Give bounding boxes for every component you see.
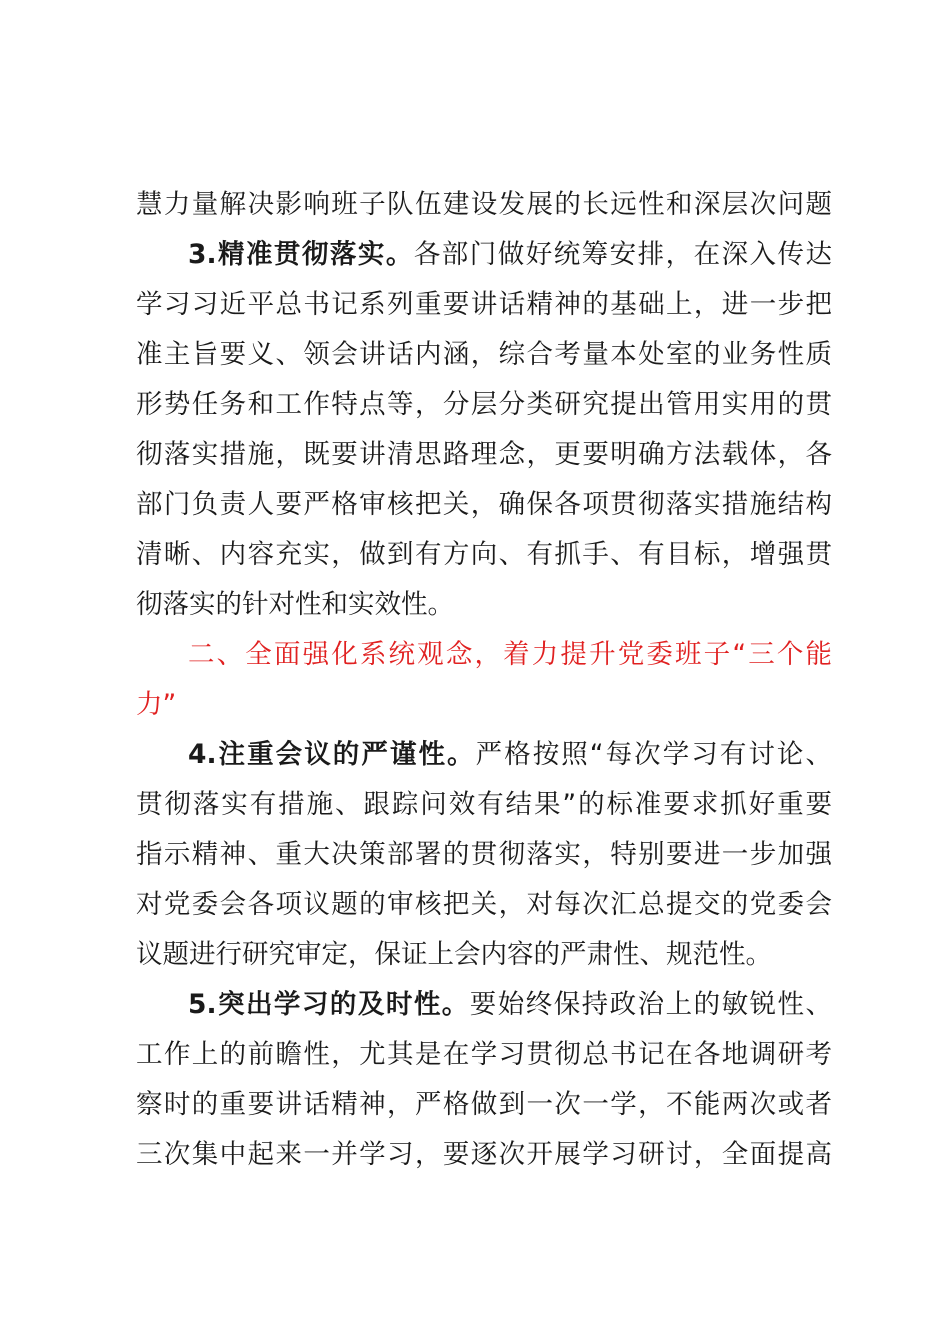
section-heading: 二、全面强化系统观念，着力提升党委班子“三个能: [188, 639, 832, 670]
paragraph-line: 形势任务和工作特点等，分层分类研究提出管用实用的贯: [136, 389, 832, 420]
item-heading: 4.注重会议的严谨性。: [188, 739, 476, 770]
paragraph-line: 对党委会各项议题的审核把关，对每次汇总提交的党委会: [136, 889, 832, 920]
paragraph-line: 准主旨要义、领会讲话内涵，综合考量本处室的业务性质: [136, 339, 832, 370]
paragraph-line: 部门负责人要严格审核把关，确保各项贯彻落实措施结构: [136, 489, 832, 520]
paragraph-line: 议题进行研究审定，保证上会内容的严肃性、规范性。: [136, 939, 772, 970]
paragraph-line: 贯彻落实有措施、跟踪问效有结果”的标准要求抓好重要: [136, 789, 832, 820]
paragraph-line: 工作上的前瞻性，尤其是在学习贯彻总书记在各地调研考: [136, 1039, 832, 1070]
item-text: 各部门做好统筹安排，在深入传达: [413, 239, 832, 270]
paragraph-line: [188, 980, 832, 1030]
item-heading: 5.突出学习的及时性。: [188, 989, 470, 1020]
paragraph-line: 指示精神、重大决策部署的贯彻落实，特别要进一步加强: [136, 839, 832, 870]
paragraph-line: 学习习近平总书记系列重要讲话精神的基础上，进一步把: [136, 289, 832, 320]
item-text: 严格按照“每次学习有讨论、: [475, 739, 832, 770]
paragraph-line: [188, 730, 832, 780]
paragraph-line: 清晰、内容充实，做到有方向、有抓手、有目标，增强贯: [136, 539, 832, 570]
paragraph-line: 彻落实措施，既要讲清思路理念，更要明确方法载体，各: [136, 439, 832, 470]
item-text: 要始终保持政治上的敏锐性、: [469, 989, 832, 1020]
item-heading: 3.精准贯彻落实。: [188, 239, 414, 270]
paragraph-line: 彻落实的针对性和实效性。: [136, 589, 454, 620]
paragraph-line: 慧力量解决影响班子队伍建设发展的长远性和深层次问题: [136, 189, 832, 220]
section-heading: 力”: [136, 689, 177, 720]
paragraph-line: [188, 230, 832, 280]
paragraph-line: 三次集中起来一并学习，要逐次开展学习研讨，全面提高: [136, 1139, 832, 1170]
paragraph-line: 察时的重要讲话精神，严格做到一次一学，不能两次或者: [136, 1089, 832, 1120]
